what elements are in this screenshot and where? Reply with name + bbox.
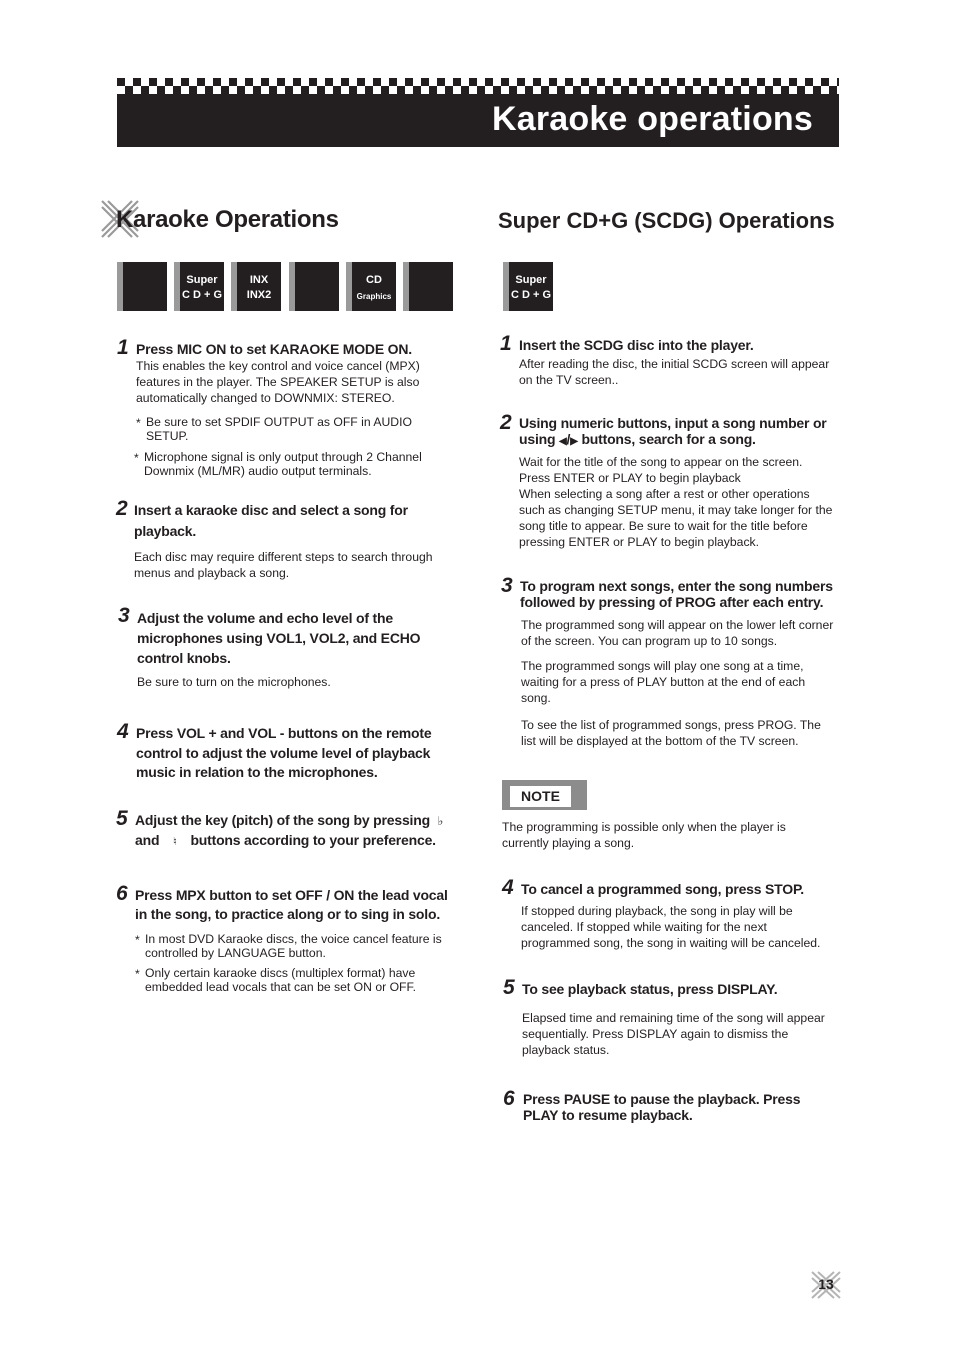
step-heading [520, 578, 833, 610]
step-body [521, 903, 820, 951]
format-label: Super [515, 274, 547, 286]
text-line: Be sure to set SPDIF OUTPUT as OFF in AUDIO [146, 415, 412, 429]
format-icon-cd-graphics [346, 262, 396, 311]
step-body [521, 717, 821, 749]
step-heading [137, 608, 420, 668]
step-heading [523, 1091, 800, 1123]
text-line: When selecting a song after a rest or other operations [519, 487, 810, 501]
page-number: 13 [818, 1276, 834, 1292]
text-line: on the TV screen.. [519, 373, 619, 387]
natural-icon: ♮ [173, 836, 177, 848]
text-line: Using numeric buttons, input a song number or [519, 415, 827, 431]
text-line: controlled by LANGUAGE button. [145, 946, 326, 960]
text-line: Press MPX button to set OFF / ON the lead vocal [135, 887, 448, 903]
text-line: followed by pressing of PROG after each entry. [520, 594, 824, 610]
section-title-karaoke: Karaoke Operations [116, 206, 339, 233]
asterisk-icon: * [135, 933, 140, 947]
step-number: 2 [116, 497, 128, 520]
text-line: Wait for the title of the song to appear on the screen. [519, 455, 803, 469]
text-line: Press ENTER or PLAY to begin playback [519, 471, 741, 485]
header-banner [117, 78, 839, 147]
format-label: INX2 [246, 289, 272, 301]
step-number: 3 [501, 574, 513, 597]
text-line: The programmed song will appear on the lower left corner [521, 618, 834, 632]
format-icon-blank [403, 262, 453, 311]
checker-pattern [117, 86, 839, 94]
text-line: Only certain karaoke discs (multiplex format) have [145, 966, 416, 980]
asterisk-icon: * [136, 416, 141, 430]
format-label: C D + G [510, 289, 552, 301]
page-number-badge [810, 1270, 842, 1300]
asterisk-icon: * [134, 451, 139, 465]
text-line: sequentially. Press DISPLAY again to dismiss the [522, 1027, 789, 1041]
text-line: Each disc may require different steps to search through [134, 550, 433, 564]
text-line: This enables the key control and voice cancel (MPX) [136, 359, 420, 373]
step-number: 5 [116, 807, 128, 830]
note-label-box [510, 786, 571, 807]
text-line: Press PAUSE to pause the playback. Press [523, 1091, 801, 1107]
text-line: To program next songs, enter the song numbers [520, 578, 833, 594]
step-number: 6 [116, 882, 128, 905]
text-line: microphones using VOL1, VOL2, and ECHO [137, 630, 421, 646]
format-icon-blank [289, 262, 339, 311]
step-body [136, 358, 420, 406]
text-line: The programming is possible only when the player is [502, 820, 786, 834]
step-body [519, 454, 832, 550]
format-label: CD [366, 274, 382, 286]
text-line: Downmix (ML/MR) audio output terminals. [144, 464, 372, 478]
format-label: C D + G [181, 289, 223, 301]
checker-pattern [117, 78, 839, 86]
step-heading [136, 724, 431, 783]
text-line: playback. [134, 523, 197, 539]
text-line: To see the list of programmed songs, press PROG. The [521, 718, 821, 732]
text-line: currently playing a song. [502, 836, 635, 850]
text-line: programmed song, the song in waiting will be canceled. [521, 936, 821, 950]
step-body [521, 617, 833, 649]
text-line: buttons according to your preference. [190, 832, 436, 848]
text-line: in the song, to practice along or to sing in solo. [135, 906, 441, 922]
step-body [137, 674, 331, 690]
text-line: waiting for a press of PLAY button at the end of each [521, 675, 806, 689]
text-line: Insert a karaoke disc and select a song for [134, 502, 408, 518]
text-line: Microphone signal is only output through 2 Channel [144, 450, 422, 464]
text-line: Elapsed time and remaining time of the song will appear [522, 1011, 825, 1025]
text-line: using [519, 431, 556, 447]
text-line: automatically changed to DOWNMIX: STEREO. [136, 391, 395, 405]
text-line: canceled. If stopped while waiting for the next [521, 920, 767, 934]
step-number: 6 [503, 1087, 515, 1110]
text-line: control knobs. [137, 650, 231, 666]
text-line: features in the player. The SPEAKER SETUP is also [136, 375, 420, 389]
format-icon-blank [117, 262, 167, 311]
step-body [522, 1010, 825, 1058]
slash-separator: / [566, 431, 571, 447]
asterisk-icon: * [135, 967, 140, 981]
text-line: SETUP. [146, 429, 189, 443]
step-heading [135, 811, 443, 852]
step-heading [134, 501, 408, 541]
step-heading [519, 415, 827, 450]
step-number: 1 [117, 336, 129, 359]
step-heading: To cancel a programmed song, press STOP. [521, 881, 804, 897]
text-line: music in relation to the microphones. [136, 764, 378, 780]
left-arrow-icon: ◀ [559, 436, 567, 447]
text-line: In most DVD Karaoke discs, the voice cancel feature is [145, 932, 442, 946]
text-line: control to adjust the volume level of playback [136, 744, 431, 761]
format-icon-super-cdg [503, 262, 553, 311]
step-body [134, 549, 433, 581]
step-number: 2 [500, 411, 512, 434]
text-line: buttons, search for a song. [581, 431, 756, 447]
text-line: Be sure to turn on the microphones. [137, 675, 331, 689]
step-heading: To see playback status, press DISPLAY. [522, 981, 778, 997]
text-line: song. [521, 691, 551, 705]
step-heading: Insert the SCDG disc into the player. [519, 337, 754, 353]
format-icon-inx [231, 262, 281, 311]
step-heading [135, 886, 448, 924]
step-number: 4 [502, 876, 514, 899]
step-number: 4 [117, 720, 129, 743]
right-arrow-icon: ▶ [570, 436, 578, 447]
step-body [521, 658, 805, 706]
format-label: Graphics [356, 292, 392, 301]
section-title-scdg: Super CD+G (SCDG) Operations [498, 208, 835, 233]
text-line: and [135, 832, 160, 848]
text-line: pressing ENTER or PLAY to begin playback. [519, 535, 760, 549]
step-number: 5 [503, 976, 515, 999]
text-line: Adjust the key (pitch) of the song by pressing [135, 812, 430, 828]
text-line: After reading the disc, the initial SCDG screen will appear [519, 357, 830, 371]
flat-icon: ♭ [437, 814, 444, 828]
text-line: such as changing SETUP menu, it may take longer for the [519, 503, 833, 517]
format-label: INX [249, 274, 269, 286]
step-body [519, 356, 829, 388]
text-line: PLAY to resume playback. [523, 1107, 693, 1123]
text-line: Adjust the volume and echo level of the [137, 610, 393, 626]
text-line: of the screen. You can program up to 10 songs. [521, 634, 778, 648]
note-badge [502, 780, 587, 810]
step-heading: Press MIC ON to set KARAOKE MODE ON. [136, 341, 412, 357]
text-line: menus and playback a song. [134, 566, 290, 580]
text-line: playback status. [522, 1043, 610, 1057]
text-line: list will be displayed at the bottom of the TV screen. [521, 734, 799, 748]
text-line: Press VOL + and VOL - buttons on the remote [136, 725, 432, 741]
text-line: If stopped during playback, the song in play will be [521, 904, 793, 918]
page-title: Karaoke operations [491, 100, 813, 138]
text-line: embedded lead vocals that can be set ON or OFF. [145, 980, 416, 994]
format-icon-super-cdg [174, 262, 224, 311]
text-line: The programmed songs will play one song at a time, [521, 659, 804, 673]
step-number: 1 [500, 332, 512, 355]
note-label: NOTE [521, 788, 560, 804]
format-label: Super [186, 274, 218, 286]
step-number: 3 [118, 604, 130, 627]
text-line: song title to appear. Be sure to wait for the title before [519, 519, 808, 533]
note-text [502, 819, 786, 851]
